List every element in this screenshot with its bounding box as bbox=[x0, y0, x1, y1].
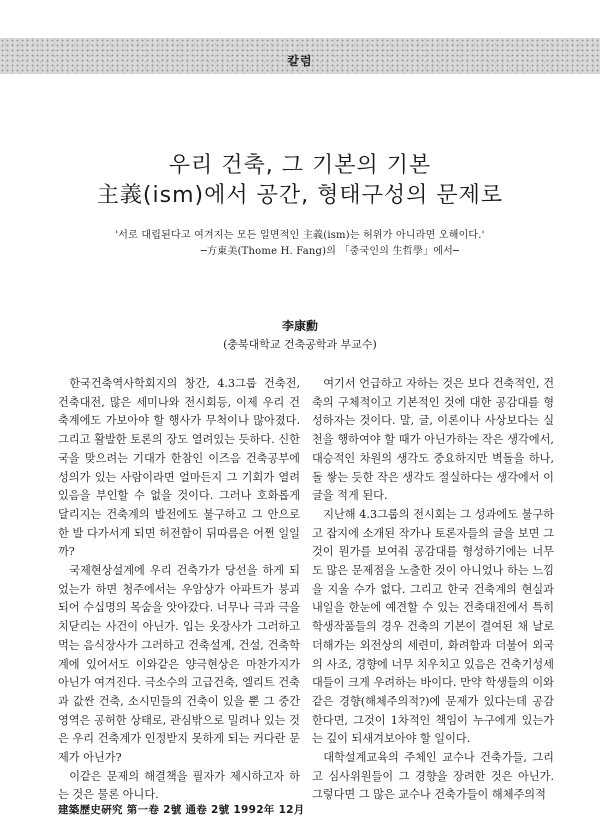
body-paragraph: 이같은 문제의 해결책을 필자가 제시하고자 하는 것은 물론 아니다. bbox=[58, 769, 300, 802]
author-affiliation: (충북대학교 건축공학과 부교수) bbox=[223, 338, 377, 351]
epigraph-source: ─方東美(Thome H. Fang)의 「중국인의 生哲學」에서─ bbox=[200, 246, 460, 257]
body-paragraph: 지난해 4.3그룹의 전시회는 그 성과에도 불구하고 잡지에 소개된 작가나 토론자들의 글을 보면 그것이 뭔가를 보여줘 공감대를 형성하기에는 너무도 많은 문제점을 노출한 것이 아니었나 하는 느낌을 지울 수가 없다. 그리고 한국 건축계의 현실과 내일을 한눈에 예견할 수 있는 건축대전에서 특히 학생작품들의 경우 건축의 기본이 결여된 채 날로 더해가는 외전상의 세련미, 화려함과 더불어 외국의 사조, 경향에 너무 치우치고 있음은 건축기성세대들이 크게 우려하는 바이다. 만약 학생들의 이와같은 경향(해체주의적?)에 문제가 있다는데 공감한다면, 그것이 1차적인 책임이 누구에게 있는가는 깊이 되새겨보아야 할 일이다. bbox=[312, 507, 554, 746]
body-paragraph: 한국건축역사학회지의 창간, 4.3그룹 건축전, 건축대전, 많은 세미나와 전시회등, 이제 우리 건축계에도 가보아야 할 행사가 무척이나 많아졌다. 그리고 활발한 토론의 장도 열려있는 듯하다. 신한국을 맞으려는 기대가 한참인 이즈음 건축공부에 성의가 있는 사람이라면 얼마든지 그 기회가 열려있음을 부인할 수 없을 것이다. 그러나 호화롭게 달리지는 건축계의 발전에도 불구하고 그 안으로 한 발 다가서게 되면 허전함이 뒤따름은 어쩐 일일까? bbox=[58, 377, 300, 559]
body-paragraph: 대학설계교육의 주체인 교수나 건축가들, 그리고 심사위원들이 그 경향을 장려한 것은 아닌가. 그렇다면 그 많은 교수나 건축가들이 해체주의적 bbox=[312, 751, 554, 802]
body-paragraph: 국제현상설계에 우리 건축가가 당선을 하게 되었는가 하면 청주에서는 우암상가 아파트가 붕괴되어 수십명의 목숨을 앗아갔다. 너무나 극과 극을 치닫리는 사건이 아닌가. 입는 옷장사가 그러하고 먹는 음식장사가 그러하고 건축설계, 건설, 건축학계에 있어서도 이와같은 양극현상은 마찬가지가 아닌가 여겨진다. 극소수의 고급건축, 엘리트 건축과 값싼 건축, 소시민들의 건축이 있을 뿐 그 중간영역은 공허한 상태로, 관심밖으로 밀려나 있는 것은 우리 건축계가 인정받지 못하게 되는 커다란 문제가 아닌가? bbox=[58, 564, 300, 765]
author-name: 李康勳 bbox=[281, 319, 318, 333]
body-column-left bbox=[58, 375, 300, 805]
body-column-right bbox=[312, 375, 554, 805]
section-label: 칼럼 bbox=[287, 54, 313, 68]
body-paragraph: 여기서 언급하고 자하는 것은 보다 건축적인, 건축의 구체적이고 기본적인 것에 대한 공감대를 형성하자는 것이다. 말, 글, 이론이나 사상보다는 실천을 행하여야 할 때가 아닌가하는 작은 생각에서, 대승적인 차원의 생각도 중요하지만 벽돌을 하나, 돌 쌓는 듯한 작은 생각도 절실하다는 생각에서 이 글을 적게 된다. bbox=[312, 377, 554, 503]
article-title-line1: 우리 건축, 그 기본의 기본 bbox=[168, 153, 432, 178]
article-title-line2: 主義(ism)에서 공간, 형태구성의 문제로 bbox=[96, 183, 504, 208]
journal-citation-footer: 建築歷史硏究 第一卷 2號 通卷 2號 1992年 12月 bbox=[58, 804, 305, 816]
epigraph-quote: '서로 대립된다고 여겨지는 모든 일면적인 主義(ism)는 허위가 아니라면 오해이다.' bbox=[115, 230, 485, 241]
